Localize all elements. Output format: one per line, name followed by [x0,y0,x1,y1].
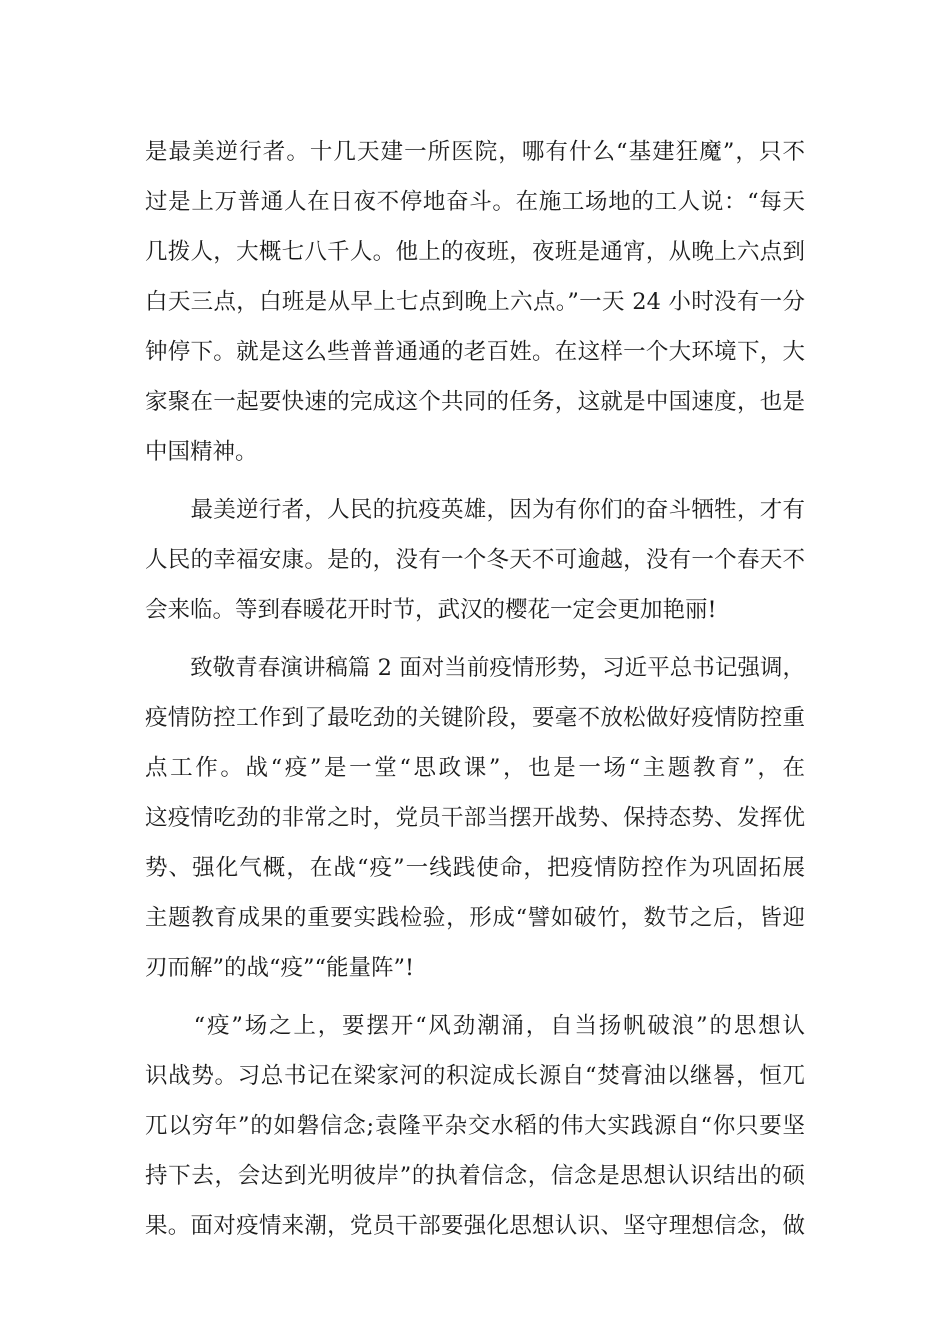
text-line: 主题教育成果的重要实践检验，形成“譬如破竹，数节之后，皆迎 [145,905,805,931]
text-line: 这疫情吃劲的非常之时，党员干部当摆开战势、保持态势、发挥优 [145,805,805,831]
text-line: 点工作。战“疫”是一堂“思政课”，也是一场“主题教育”，在 [145,755,805,781]
text-line: 势、强化气概，在战“疫”一线践使命，把疫情防控作为巩固拓展 [145,855,805,881]
text-line: 兀以穷年”的如磐信念;袁隆平杂交水稻的伟大实践源自“你只要坚 [145,1113,805,1139]
text-line: “疫”场之上，要摆开“风劲潮涌，自当扬帆破浪”的思想认 [145,1013,805,1039]
text-line: 中国精神。 [145,439,258,465]
text-line: 人民的幸福安康。是的，没有一个冬天不可逾越，没有一个春天不 [145,547,805,573]
text-line: 识战势。习总书记在梁家河的积淀成长源自“焚膏油以继晷，恒兀 [145,1063,805,1089]
text-line: 钟停下。就是这么些普普通通的老百姓。在这样一个大环境下，大 [145,339,805,365]
text-line: 果。面对疫情来潮，党员干部要强化思想认识、坚守理想信念，做 [145,1213,805,1239]
text-line: 刃而解”的战“疫”“能量阵”! [145,955,415,981]
text-line: 是最美逆行者。十几天建一所医院，哪有什么“基建狂魔”，只不 [145,139,805,165]
text-line: 过是上万普通人在日夜不停地奋斗。在施工场地的工人说：“每天 [145,189,805,215]
text-line: 白天三点，白班是从早上七点到晚上六点。”一天 24 小时没有一分 [145,289,805,315]
text-line: 会来临。等到春暖花开时节，武汉的樱花一定会更加艳丽! [145,597,717,623]
text-line: 持下去，会达到光明彼岸”的执着信念，信念是思想认识结出的硕 [145,1163,805,1189]
text-line: 几拨人，大概七八千人。他上的夜班，夜班是通宵，从晚上六点到 [145,239,805,265]
text-line: 最美逆行者，人民的抗疫英雄，因为有你们的奋斗牺牲，才有 [145,497,805,523]
text-line: 家聚在一起要快速的完成这个共同的任务，这就是中国速度，也是 [145,389,805,415]
text-line: 疫情防控工作到了最吃劲的关键阶段，要毫不放松做好疫情防控重 [145,705,805,731]
text-line: 致敬青春演讲稿篇 2 面对当前疫情形势，习近平总书记强调， [145,655,805,681]
